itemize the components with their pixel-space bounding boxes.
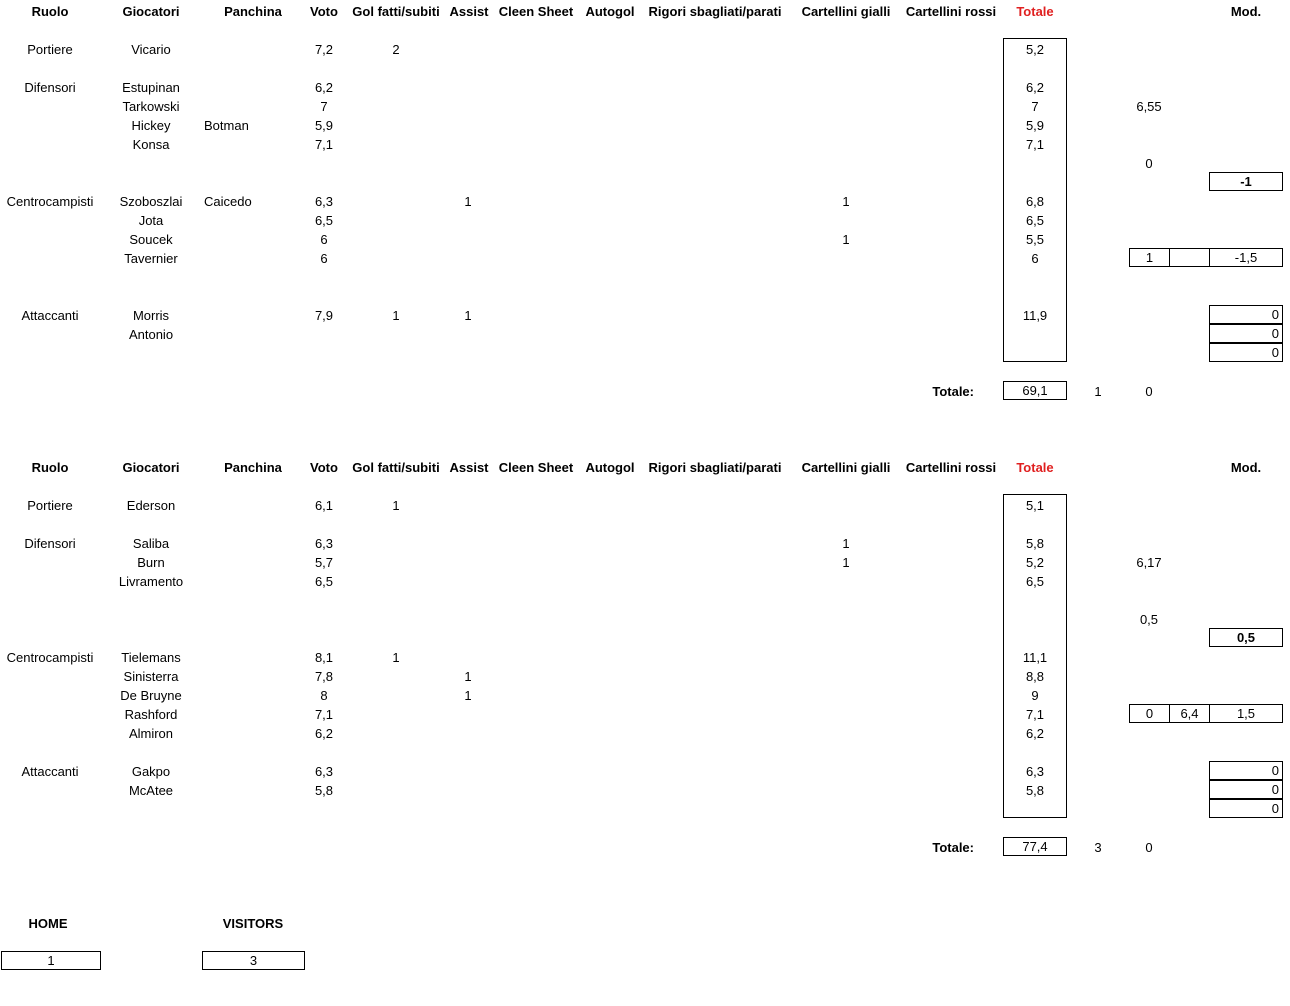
totale-label: Totale: [932, 840, 974, 855]
player-gialli: 1 [842, 194, 850, 209]
player-totale: 6,5 [1025, 213, 1045, 228]
player-gol: 2 [392, 42, 400, 57]
def-average: 6,17 [1136, 555, 1162, 570]
player-assist: 1 [464, 308, 472, 323]
player-voto: 6,1 [314, 498, 334, 513]
player-totale: 5,8 [1025, 536, 1045, 551]
player-voto: 6,3 [314, 194, 334, 209]
att-modifier-box: 0 [1209, 343, 1283, 362]
player-name: Tarkowski [122, 99, 180, 114]
player-panchina: Caicedo [204, 194, 252, 209]
header-assist: Assist [449, 4, 489, 19]
header-gol: Gol fatti/subiti [352, 4, 440, 19]
mid-row-cell-1: 1 [1129, 248, 1170, 267]
player-gol: 1 [392, 308, 400, 323]
player-totale: 5,8 [1025, 783, 1045, 798]
player-voto: 7,8 [314, 669, 334, 684]
header-autogol: Autogol [585, 4, 635, 19]
player-totale: 5,2 [1025, 42, 1045, 57]
player-voto: 7,2 [314, 42, 334, 57]
header-cartellini-gialli: Cartellini gialli [801, 460, 891, 475]
role-centrocampisti: Centrocampisti [6, 194, 94, 209]
player-name: Antonio [128, 327, 174, 342]
header-panchina: Panchina [224, 4, 282, 19]
player-voto: 8 [320, 688, 328, 703]
player-voto: 6,5 [314, 574, 334, 589]
player-name: Vicario [131, 42, 171, 57]
def-average: 6,55 [1136, 99, 1162, 114]
player-totale: 6,8 [1025, 194, 1045, 209]
header-cartellini-gialli: Cartellini gialli [801, 4, 891, 19]
def-modifier: 0 [1145, 156, 1153, 171]
team-goals: 1 [1094, 384, 1102, 399]
player-name: Almiron [128, 726, 174, 741]
att-modifier-box: 0 [1209, 780, 1283, 799]
totale-value-box: 69,1 [1003, 381, 1067, 400]
player-name: Burn [137, 555, 165, 570]
role-difensori: Difensori [24, 536, 76, 551]
player-totale: 11,1 [1022, 650, 1048, 665]
player-name: Tavernier [124, 251, 178, 266]
mid-modifier-bold-box: -1 [1209, 172, 1283, 191]
team-extra: 0 [1145, 840, 1153, 855]
player-totale: 11,9 [1022, 308, 1048, 323]
player-gialli: 1 [842, 555, 850, 570]
totale-value-box: 77,4 [1003, 837, 1067, 856]
player-name: Morris [132, 308, 170, 323]
player-name: Gakpo [131, 764, 171, 779]
att-modifier-box: 0 [1209, 799, 1283, 818]
player-name: Rashford [124, 707, 178, 722]
header-cartellini-rossi: Cartellini rossi [905, 4, 997, 19]
player-name: Soucek [129, 232, 173, 247]
player-totale: 6 [1031, 251, 1039, 266]
player-totale: 6,2 [1025, 80, 1045, 95]
header-rigori: Rigori sbagliati/parati [648, 460, 782, 475]
role-attaccanti: Attaccanti [21, 308, 79, 323]
player-name: Saliba [132, 536, 170, 551]
mid-row-cell-3: 1,5 [1209, 704, 1283, 723]
header-cleen-sheet: Cleen Sheet [498, 460, 574, 475]
player-voto: 6 [320, 251, 328, 266]
header-autogol: Autogol [585, 460, 635, 475]
role-attaccanti: Attaccanti [21, 764, 79, 779]
header-ruolo: Ruolo [31, 4, 69, 19]
mid-row-cell-3: -1,5 [1209, 248, 1283, 267]
header-voto: Voto [310, 4, 338, 19]
att-modifier-box: 0 [1209, 305, 1283, 324]
role-centrocampisti: Centrocampisti [6, 650, 94, 665]
header-totale: Totale [1016, 4, 1054, 19]
player-voto: 6,2 [314, 726, 334, 741]
player-name: Tielemans [121, 650, 181, 665]
visitors-label: VISITORS [222, 916, 284, 931]
team-extra: 0 [1145, 384, 1153, 399]
header-giocatori: Giocatori [122, 4, 180, 19]
visitors-score-box: 3 [202, 951, 305, 970]
player-voto: 6 [320, 232, 328, 247]
player-totale: 5,5 [1025, 232, 1045, 247]
home-score-box: 1 [1, 951, 101, 970]
header-totale: Totale [1016, 460, 1054, 475]
player-voto: 6,3 [314, 536, 334, 551]
player-voto: 7,9 [314, 308, 334, 323]
player-totale: 5,2 [1025, 555, 1045, 570]
player-voto: 6,2 [314, 80, 334, 95]
totale-label: Totale: [932, 384, 974, 399]
att-modifier-box: 0 [1209, 761, 1283, 780]
header-gol: Gol fatti/subiti [352, 460, 440, 475]
role-portiere: Portiere [27, 498, 73, 513]
header-cartellini-rossi: Cartellini rossi [905, 460, 997, 475]
player-totale: 7 [1031, 99, 1039, 114]
player-totale: 5,1 [1025, 498, 1045, 513]
header-mod: Mod. [1230, 4, 1262, 19]
player-totale: 7,1 [1025, 137, 1045, 152]
header-assist: Assist [449, 460, 489, 475]
mid-row-cell-2 [1169, 248, 1210, 267]
player-totale: 6,5 [1025, 574, 1045, 589]
player-name: De Bruyne [120, 688, 182, 703]
role-portiere: Portiere [27, 42, 73, 57]
player-gialli: 1 [842, 536, 850, 551]
header-panchina: Panchina [224, 460, 282, 475]
player-name: McAtee [128, 783, 174, 798]
player-assist: 1 [464, 688, 472, 703]
player-voto: 6,3 [314, 764, 334, 779]
def-modifier: 0,5 [1139, 612, 1159, 627]
mid-row-cell-1: 0 [1129, 704, 1170, 723]
player-voto: 5,7 [314, 555, 334, 570]
player-name: Estupinan [122, 80, 180, 95]
player-name: Szoboszlai [119, 194, 183, 209]
player-gol: 1 [392, 498, 400, 513]
header-voto: Voto [310, 460, 338, 475]
att-modifier-box: 0 [1209, 324, 1283, 343]
player-voto: 7,1 [314, 707, 334, 722]
player-voto: 8,1 [314, 650, 334, 665]
player-voto: 6,5 [314, 213, 334, 228]
player-totale: 5,9 [1025, 118, 1045, 133]
player-name: Ederson [126, 498, 176, 513]
role-difensori: Difensori [24, 80, 76, 95]
player-name: Sinisterra [123, 669, 179, 684]
player-voto: 7 [320, 99, 328, 114]
player-totale: 6,2 [1025, 726, 1045, 741]
mid-modifier-bold-box: 0,5 [1209, 628, 1283, 647]
mid-row-cell-2: 6,4 [1169, 704, 1210, 723]
player-totale: 7,1 [1025, 707, 1045, 722]
player-totale: 9 [1031, 688, 1039, 703]
player-totale: 8,8 [1025, 669, 1045, 684]
header-mod: Mod. [1230, 460, 1262, 475]
player-name: Hickey [131, 118, 171, 133]
player-voto: 5,9 [314, 118, 334, 133]
home-label: HOME [28, 916, 68, 931]
player-totale: 6,3 [1025, 764, 1045, 779]
header-rigori: Rigori sbagliati/parati [648, 4, 782, 19]
header-giocatori: Giocatori [122, 460, 180, 475]
player-name: Jota [138, 213, 164, 228]
header-cleen-sheet: Cleen Sheet [498, 4, 574, 19]
player-assist: 1 [464, 669, 472, 684]
player-name: Livramento [118, 574, 184, 589]
player-voto: 5,8 [314, 783, 334, 798]
header-ruolo: Ruolo [31, 460, 69, 475]
player-name: Konsa [132, 137, 170, 152]
player-gialli: 1 [842, 232, 850, 247]
player-gol: 1 [392, 650, 400, 665]
player-assist: 1 [464, 194, 472, 209]
player-voto: 7,1 [314, 137, 334, 152]
team-goals: 3 [1094, 840, 1102, 855]
player-panchina: Botman [204, 118, 249, 133]
